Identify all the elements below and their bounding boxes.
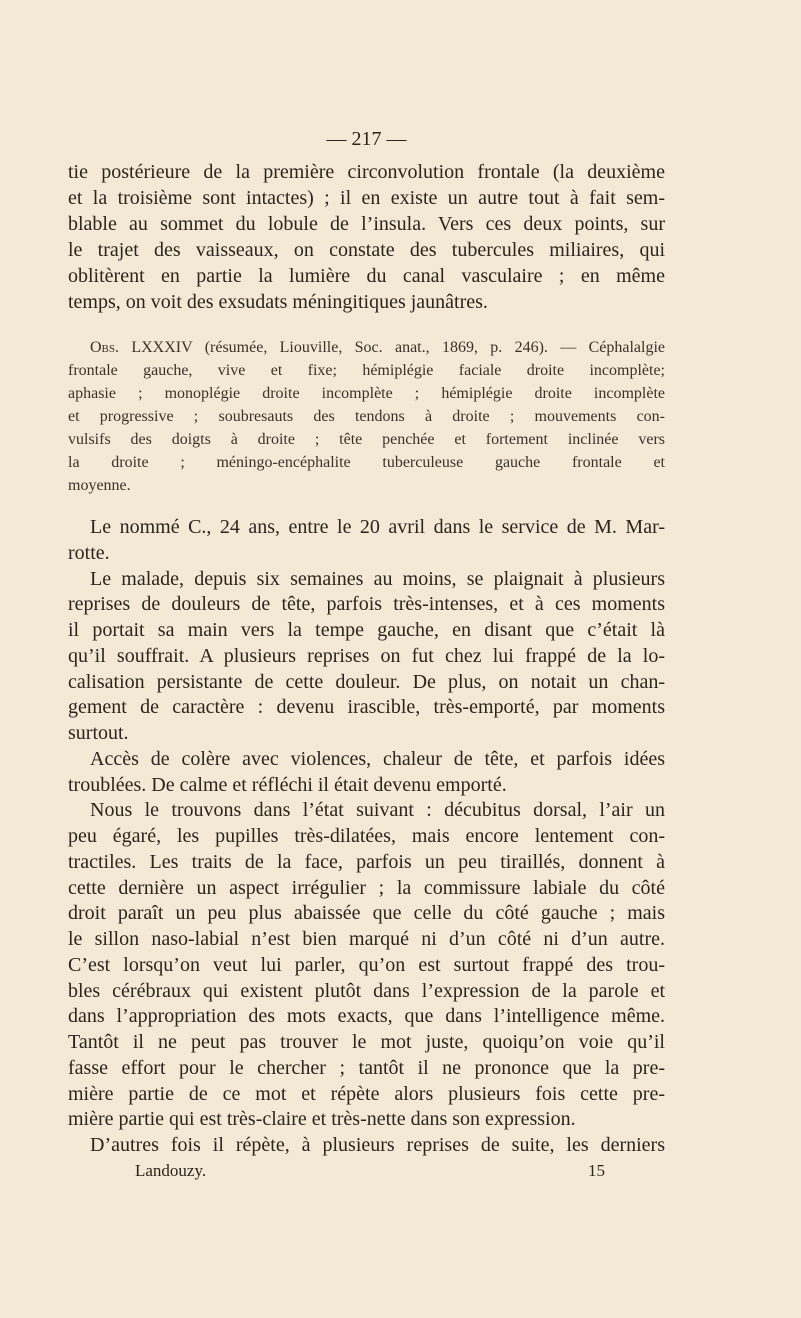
- footer-sheet-number: 15: [588, 1161, 605, 1180]
- text-line: Accès de colère avec violences, chaleur de tête, et parfois idées: [90, 747, 665, 770]
- text-line: dans l’appropriation des mots exacts, que dans l’intelligence même.: [68, 1005, 665, 1028]
- observation-label: Obs.: [90, 339, 120, 356]
- text-line: peu égaré, les pupilles très-dilatées, mais encore lentement con-: [68, 825, 665, 847]
- text-line: mière partie qui est très-claire et très-nette dans son expression.: [68, 1108, 576, 1131]
- text-line: mière partie de ce mot et répète alors plusieurs fois cette pre-: [68, 1082, 665, 1105]
- observation-heading: [90, 337, 665, 359]
- text-line: vulsifs des doigts à droite ; tête penchée et fortement inclinée vers: [68, 431, 665, 448]
- observation-title: LXXXIV (résumée, Liouville, Soc. anat., 1869, p. 246). — Céphalalgie: [131, 339, 665, 356]
- text-line: Tantôt il ne peut pas trouver le mot juste, quoiqu’on voie qu’il: [68, 1031, 665, 1053]
- text-line: calisation persistante de cette douleur. De plus, on notait un chan-: [68, 670, 665, 693]
- text-line: la droite ; méningo-encéphalite tuberculeuse gauche frontale et: [68, 454, 665, 471]
- text-line: temps, on voit des exsudats méningitiques jaunâtres.: [68, 291, 488, 313]
- text-line: fasse effort pour le chercher ; tantôt il ne prononce que la pre-: [68, 1056, 665, 1079]
- text-line: Le malade, depuis six semaines au moins, se plaignait à plusieurs: [90, 567, 665, 590]
- text-line: rotte.: [68, 541, 110, 564]
- text-line: moyenne.: [68, 477, 131, 494]
- text-line: et progressive ; soubresauts des tendons à droite ; mouvements con-: [68, 408, 665, 425]
- text-line: Nous le trouvons dans l’état suivant : décubitus dorsal, l’air un: [90, 799, 665, 822]
- text-line: Le nommé C., 24 ans, entre le 20 avril dans le service de M. Mar-: [90, 516, 665, 538]
- text-line: blable au sommet du lobule de l’insula. Vers ces deux points, sur: [68, 213, 665, 235]
- text-line: tractiles. Les traits de la face, parfois un peu tiraillés, donnent à: [68, 850, 665, 873]
- text-line: D’autres fois il répète, à plusieurs reprises de suite, les derniers: [90, 1134, 665, 1156]
- text-line: droit paraît un peu plus abaissée que celle du côté gauche ; mais: [68, 902, 665, 925]
- text-line: C’est lorsqu’on veut lui parler, qu’on est surtout frappé des trou-: [68, 953, 665, 976]
- footer-signature: Landouzy.: [135, 1161, 207, 1180]
- text-line: bles cérébraux qui existent plutôt dans l’expression de la parole et: [68, 979, 665, 1002]
- page-number: — 217 —: [326, 128, 407, 150]
- text-line: tie postérieure de la première circonvolution frontale (la deuxième: [68, 161, 665, 183]
- text-line: oblitèrent en partie la lumière du canal vasculaire ; en même: [68, 265, 665, 287]
- text-line: troublées. De calme et réfléchi il était devenu emporté.: [68, 773, 507, 796]
- text-line: gement de caractère : devenu irascible, très-emporté, par moments: [68, 696, 665, 719]
- text-line: surtout.: [68, 722, 129, 744]
- text-line: aphasie ; monoplégie droite incomplète ; hémiplégie droite incomplète: [68, 385, 665, 402]
- text-line: il portait sa main vers la tempe gauche, en disant que c’était là: [68, 619, 665, 641]
- text-line: le sillon naso-labial n’est bien marqué ni d’un côté ni d’un autre.: [68, 928, 665, 950]
- text-line: le trajet des vaisseaux, on constate des tubercules miliaires, qui: [68, 239, 665, 261]
- text-line: cette dernière un aspect irrégulier ; la commissure labiale du côté: [68, 876, 665, 899]
- text-line: qu’il souffrait. A plusieurs reprises on fut chez lui frappé de la lo-: [68, 644, 665, 667]
- text-line: et la troisième sont intactes) ; il en existe un autre tout à fait sem-: [68, 187, 665, 209]
- text-line: reprises de douleurs de tête, parfois très-intenses, et à ces moments: [68, 593, 665, 616]
- text-line: frontale gauche, vive et fixe; hémiplégie faciale droite incomplète;: [68, 362, 665, 379]
